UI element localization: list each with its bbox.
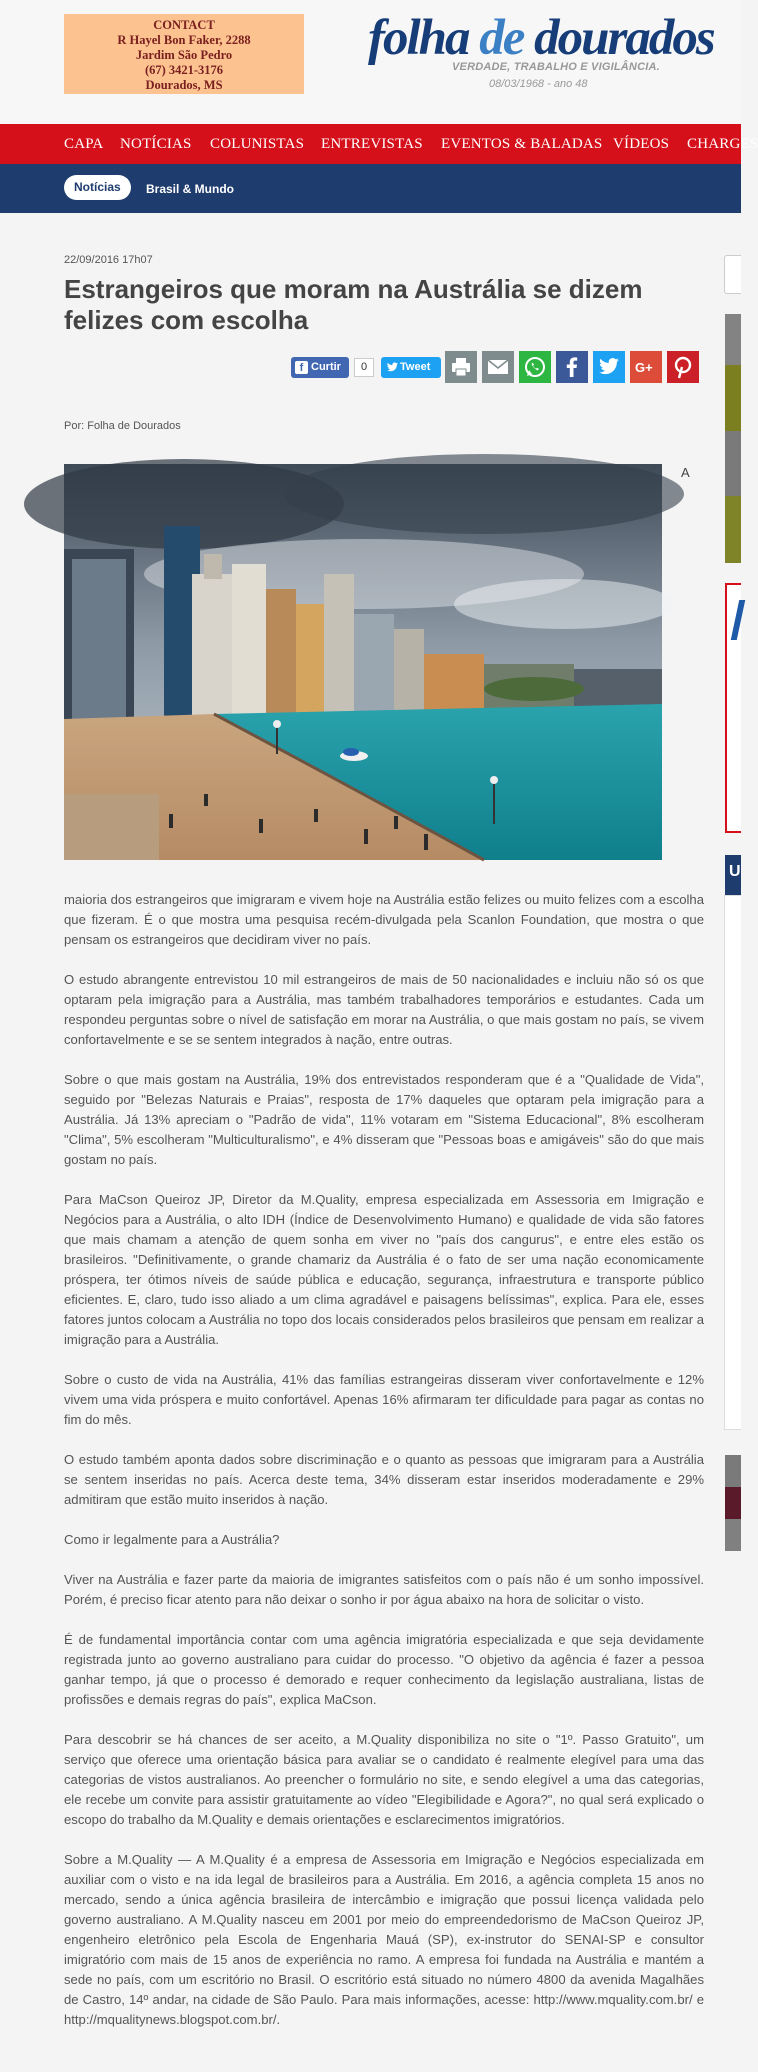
site-header — [0, 0, 741, 124]
sidebar-block — [725, 431, 741, 496]
nav-item-capa[interactable]: CAPA — [64, 136, 104, 152]
nav-item-eventos-baladas[interactable]: EVENTOS & BALADAS — [441, 136, 603, 152]
twitter-icon — [387, 362, 398, 372]
contact-banner-ad[interactable] — [64, 14, 304, 94]
twitter-share-icon — [593, 351, 625, 383]
main-nav — [0, 124, 758, 164]
like-count: 0 — [354, 358, 374, 377]
sidebar-section-tab[interactable]: U — [725, 855, 741, 895]
article-paragraph: maioria dos estrangeiros que imigraram e vivem hoje na Austrália estão felizes ou muito felizes com a escolha que fizeram. É o que mostra uma pesquisa recém-divulgada pela Scanlon Foundation, que mostra o que pensam os estrangeiros que decidiram viver no país. — [64, 892, 704, 947]
subnav-tab-brasil-mundo[interactable]: Brasil & Mundo — [146, 182, 235, 196]
article-paragraph: Para descobrir se há chances de ser aceito, a M.Quality disponibiliza no site o "1º. Passo Gratuito", um serviço que oferece uma orientação básica para avaliar se o candidato é realmente elegível para uma das categorias de vistos australianos. Ao preencher o formulário no site, e sendo elegível a uma das categorias, ele recebe um convite para assistir gratuitamente ao vídeo "Elegibilidade e Agora?", no qual será explicado o escopo do trabalho da M.Quality e demais orientações e esclarecimentos imigratórios. — [64, 1732, 704, 1827]
sidebar-block — [725, 496, 741, 563]
email-button[interactable] — [482, 351, 514, 383]
email-icon — [482, 351, 514, 383]
contact-phone: (67) 3421-3176 — [144, 63, 224, 77]
article-paragraph: Para MaCson Queiroz JP, Diretor da M.Quality, empresa especializada em Assessoria em Imigração e Negócios para a Austrália, o alto IDH (Índice de Desenvolvimento Humano) e qualidade de vida são fatores que mais chamam a atenção de quem sonha em viver no "país dos cangurus", e entre eles estão os brasileiros. "Definitivamente, o grande chamariz da Austrália é o fato de ser uma nação economicamente próspera, ter ótimos níveis de saúde pública e educação, segurança, infraestrutura e transporte público eficientes. E, claro, tudo isso aliado a um clima agradável e paisagens belíssimas", explica. Para ele, esses fatores juntos colocam a Austrália no topo dos locais considerados pelos brasileiros que pensam em realizar a imigração para a Austrália. — [64, 1192, 704, 1347]
logo-tagline: VERDADE, TRABALHO E VIGILÂNCIA. — [452, 61, 660, 73]
like-label: Curtir — [311, 361, 341, 373]
article-subheading: Como ir legalmente para a Austrália? — [64, 1532, 280, 1547]
pinterest-button[interactable] — [667, 351, 699, 383]
sidebar-block — [725, 314, 741, 365]
sidebar-block — [725, 1487, 741, 1519]
sidebar-block — [725, 365, 741, 431]
sidebar-search-box[interactable] — [724, 255, 741, 294]
facebook-like-button[interactable] — [291, 357, 349, 378]
sub-nav — [0, 164, 741, 213]
article-body — [64, 890, 704, 2050]
logo-since: 08/03/1968 - ano 48 — [489, 78, 588, 90]
contact-title: CONTACT — [153, 18, 215, 32]
nav-item-entrevistas[interactable]: ENTREVISTAS — [321, 136, 423, 152]
google-plus-icon — [630, 351, 662, 383]
contact-address: R Hayel Bon Faker, 2288 — [117, 33, 251, 47]
contact-neighborhood: Jardim São Pedro — [135, 48, 233, 62]
nav-item-videos[interactable]: VÍDEOS — [613, 136, 670, 152]
article-paragraph: O estudo abrangente entrevistou 10 mil estrangeiros de mais de 50 nacionalidades e incluiu não só os que optaram pela imigração para a Austrália, mas também trabalhadores temporários e estudantes. Cada um respondeu perguntas sobre o nível de satisfação em morar na Austrália, o que mais gostam no país, se vivem confortavelmente e se se sentem integrados à nação, entre outras. — [64, 972, 704, 1047]
article-paragraph: Sobre a M.Quality — A M.Quality é a empresa de Assessoria em Imigração e Negócios especializada em auxiliar com o visto e na ida legal de brasileiros para a Austrália. Em 2016, a agência completa 15 anos no mercado, sendo a única agência brasileira de intercâmbio e imigração que possui licença validada pelo governo australiano. A M.Quality nasceu em 2001 por meio do empreendedorismo de MaCson Queiroz JP, engenheiro eletrônico pela Escola de Engenharia Mauá (SP), ex-instrutor do SENAI-SP e consultor imigratório com mais de 15 anos de experiência no ramo. A empresa foi fundada na Austrália e mantém a sede no país, com um escritório no Brasil. O escritório está situado no número 4800 da avenida Magalhães de Castro, 14º andar, na cidade de São Paulo. Para mais informações, acesse: http://www.mquality.com.br/ e http://mqualitynews.blogspot.com.br/. — [64, 1852, 704, 2027]
print-icon — [445, 351, 477, 383]
logo-wordmark: folha de dourados — [368, 10, 714, 66]
article-paragraph: Viver na Austrália e fazer parte da maioria de imigrantes satisfeitos com o país não é um sonho impossível. Porém, é preciso ficar atento para não deixar o sonho ir por água abaixo na hora de solicitar o visto. — [64, 1572, 704, 1607]
print-button[interactable] — [445, 351, 477, 383]
facebook-icon: f — [295, 361, 308, 374]
whatsapp-icon — [519, 351, 551, 383]
article-title: Estrangeiros que moram na Austrália se dizem felizes com escolha — [64, 274, 643, 335]
article-paragraph: Sobre o que mais gostam na Austrália, 19% dos entrevistados responderam que é a "Qualidade de Vida", seguido por "Belezas Naturais e Praias", resposta de 17% daqueles que optaram pela imigração para a Austrália. Já 13% apreciam o "Padrão de vida", 11% votaram em "Sistema Educacional", 8% escolheram "Clima", 5% escolheram "Multiculturalismo", e 4% disseram que "Pessoas boas e amigáveis" são do que mais gostam no país. — [64, 1072, 704, 1167]
article-photo — [64, 464, 662, 860]
svg-text:G+: G+ — [635, 360, 653, 375]
image-side-label: A — [681, 465, 690, 480]
article-date: 22/09/2016 17h07 — [64, 254, 153, 266]
sidebar-list-panel — [724, 895, 741, 1430]
contact-city: Dourados, MS — [145, 78, 223, 92]
facebook-share-button[interactable] — [556, 351, 588, 383]
article-paragraph: O estudo também aponta dados sobre discriminação e o quanto as pessoas que imigraram para a Austrália se sentem inseridas no país. Acerca deste tema, 34% disseram estar inseridos moderadamente e 29% admitiram que estão muito inseridos à nação. — [64, 1452, 704, 1507]
subnav-tab-noticias[interactable]: Notícias — [64, 175, 131, 200]
whatsapp-button[interactable] — [519, 351, 551, 383]
sidebar-block — [725, 1455, 741, 1487]
tweet-label: Tweet — [400, 361, 431, 373]
pinterest-icon — [667, 351, 699, 383]
site-logo[interactable] — [368, 6, 728, 96]
facebook-share-icon — [556, 351, 588, 383]
nav-item-charges[interactable]: CHARGES — [687, 136, 758, 152]
nav-item-colunistas[interactable]: COLUNISTAS — [210, 136, 305, 152]
google-plus-button[interactable] — [630, 351, 662, 383]
twitter-share-button[interactable] — [593, 351, 625, 383]
sidebar-block — [725, 1519, 741, 1551]
article-paragraph: Sobre o custo de vida na Austrália, 41% das famílias estrangeiras disseram viver confortavelmente e 12% vivem uma vida próspera e muito confortável. Apenas 16% afirmaram ter dificuldade para pagar as contas no fim do mês. — [64, 1372, 704, 1427]
article-paragraph: É de fundamental importância contar com uma agência imigratória especializada e que seja devidamente registrada junto ao governo australiano para cuidar do processo. "O objetivo da agência é fazer a pessoa ganhar tempo, já que o processo é demorado e requer conhecimento da legislação australiana, listas de profissões e demais regras do país", explica MaCson. — [64, 1632, 704, 1707]
article-byline: Por: Folha de Dourados — [64, 420, 181, 432]
tweet-button[interactable] — [381, 357, 441, 378]
nav-item-noticias[interactable]: NOTÍCIAS — [120, 136, 192, 152]
